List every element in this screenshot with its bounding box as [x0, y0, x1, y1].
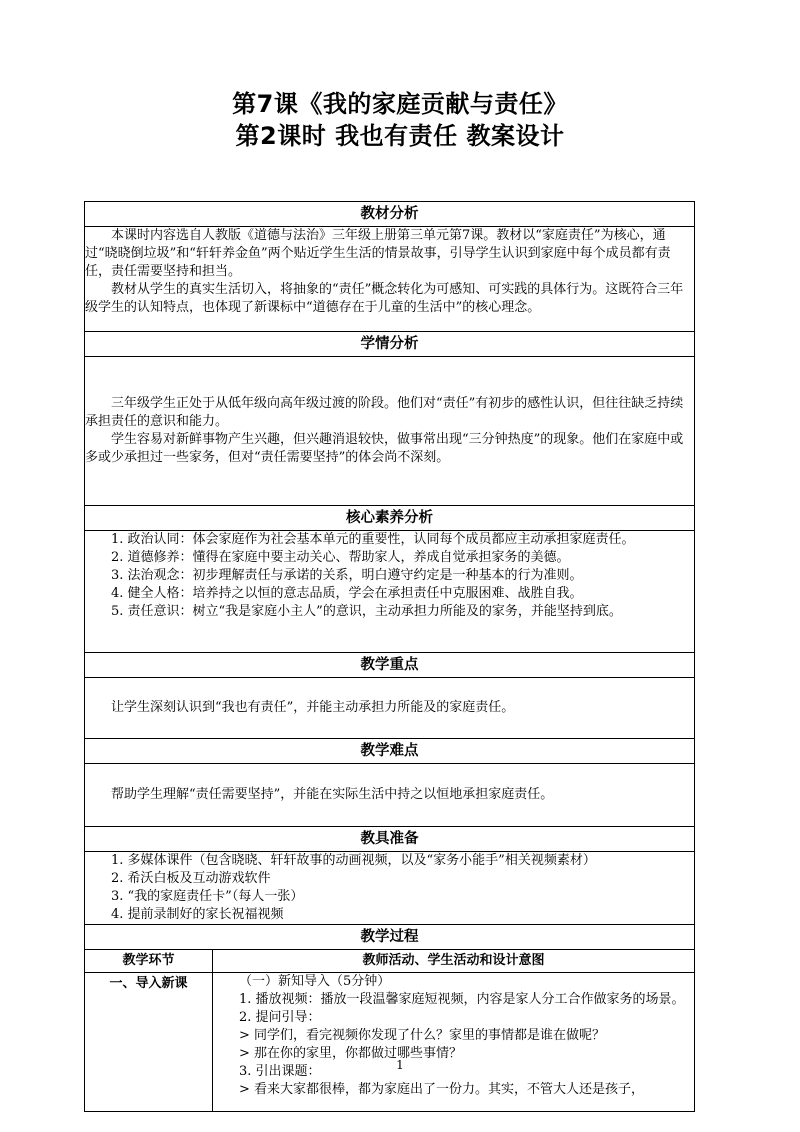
column-header-activities: 教师活动、学生活动和设计意图	[213, 950, 695, 973]
material-analysis-body	[85, 227, 695, 332]
material-paragraph-2: 教材从学生的真实生活切入，将抽象的“责任”概念转化为可感知、可实践的具体行为。这既符合三年级学生的认知特点，也体现了新课标中“道德存在于儿童的生活中”的核心理念。	[85, 282, 684, 315]
intro-line-4: > 同学们，看完视频你发现了什么？家里的事情都是谁在做呢？	[239, 1028, 606, 1043]
intro-line-2: 1. 播放视频：播放一段温馨家庭短视频，内容是家人分工合作做家务的场景。	[239, 992, 685, 1007]
intro-line-3: 2. 提问引导：	[239, 1010, 321, 1025]
key-point-text: 让学生深刻认识到“我也有责任”，并能主动承担力所能及的家庭责任。	[111, 700, 515, 715]
intro-line-6: 3. 引出课题：	[239, 1064, 321, 1079]
introduction-activities	[213, 973, 695, 1112]
students-paragraph-2: 学生容易对新鲜事物产生兴趣，但兴趣消退较快，做事常出现“三分钟热度”的现象。他们在家庭中或多或少承担过一些家务，但对“责任需要坚持”的体会尚不深刻。	[85, 432, 684, 465]
prep-item-4: 4. 提前录制好的家长祝福视频	[111, 907, 284, 922]
section-heading-literacy: 核心素养分析	[85, 506, 695, 531]
column-header-phase: 教学环节	[85, 950, 213, 973]
page-number: 1	[396, 1058, 404, 1072]
section-heading-students: 学情分析	[85, 332, 695, 357]
lesson-title: 第7课《我的家庭贡献与责任》	[232, 90, 568, 118]
section-heading-materials-prep: 教具准备	[85, 827, 695, 852]
literacy-item-2: 2. 道德修养：懂得在家庭中要主动关心、帮助家人，养成自觉承担家务的美德。	[111, 550, 570, 565]
core-literacy-body	[85, 531, 695, 653]
material-paragraph-1: 本课时内容选自人教版《道德与法治》三年级上册第三单元第7课。教材以“家庭责任”为核心，通过“晓晓倒垃圾”和“轩轩养金鱼”两个贴近学生生活的情景故事，引导学生认识到家庭中每个成员都有责任，责任需要坚持和担当。	[85, 228, 671, 279]
literacy-item-5: 5. 责任意识：树立“我是家庭小主人”的意识，主动承担力所能及的家务，并能坚持到底。	[111, 604, 622, 619]
lesson-plan-table	[84, 201, 695, 1112]
section-heading-material: 教材分析	[85, 202, 695, 227]
difficulty-body	[85, 764, 695, 827]
prep-item-1: 1. 多媒体课件（包含晓晓、轩轩故事的动画视频，以及“家务小能手”相关视频素材）	[111, 853, 596, 868]
literacy-item-1: 1. 政治认同：体会家庭作为社会基本单元的重要性，认同每个成员都应主动承担家庭责任。	[111, 532, 635, 547]
materials-prep-body	[85, 852, 695, 925]
literacy-item-3: 3. 法治观念：初步理解责任与承诺的关系，明白遵守约定是一种基本的行为准则。	[111, 568, 583, 583]
key-point-body	[85, 678, 695, 739]
intro-line-5: > 那在你的家里，你都做过哪些事情？	[239, 1046, 463, 1061]
students-paragraph-1: 三年级学生正处于从低年级向高年级过渡的阶段。他们对“责任”有初步的感性认识，但往往缺乏持续承担责任的意识和能力。	[85, 396, 684, 429]
lesson-subtitle: 第2课时 我也有责任 教案设计	[235, 122, 565, 150]
difficulty-text: 帮助学生理解“责任需要坚持”，并能在实际生活中持之以恒地承担家庭责任。	[111, 787, 554, 802]
section-heading-difficulty: 教学难点	[85, 739, 695, 764]
prep-item-2: 2. 希沃白板及互动游戏软件	[111, 871, 271, 886]
intro-line-1: （一）新知导入（5分钟）	[239, 974, 391, 989]
student-analysis-body	[85, 357, 695, 506]
phase-introduction: 一、导入新课	[85, 973, 213, 1112]
section-heading-process: 教学过程	[85, 925, 695, 950]
intro-line-7: > 看来大家都很棒，都为家庭出了一份力。其实，不管大人还是孩子，	[239, 1082, 645, 1097]
prep-item-3: 3. “我的家庭责任卡”（每人一张）	[111, 889, 304, 904]
literacy-item-4: 4. 健全人格：培养持之以恒的意志品质，学会在承担责任中克服困难、战胜自我。	[111, 586, 583, 601]
section-heading-key-point: 教学重点	[85, 653, 695, 678]
